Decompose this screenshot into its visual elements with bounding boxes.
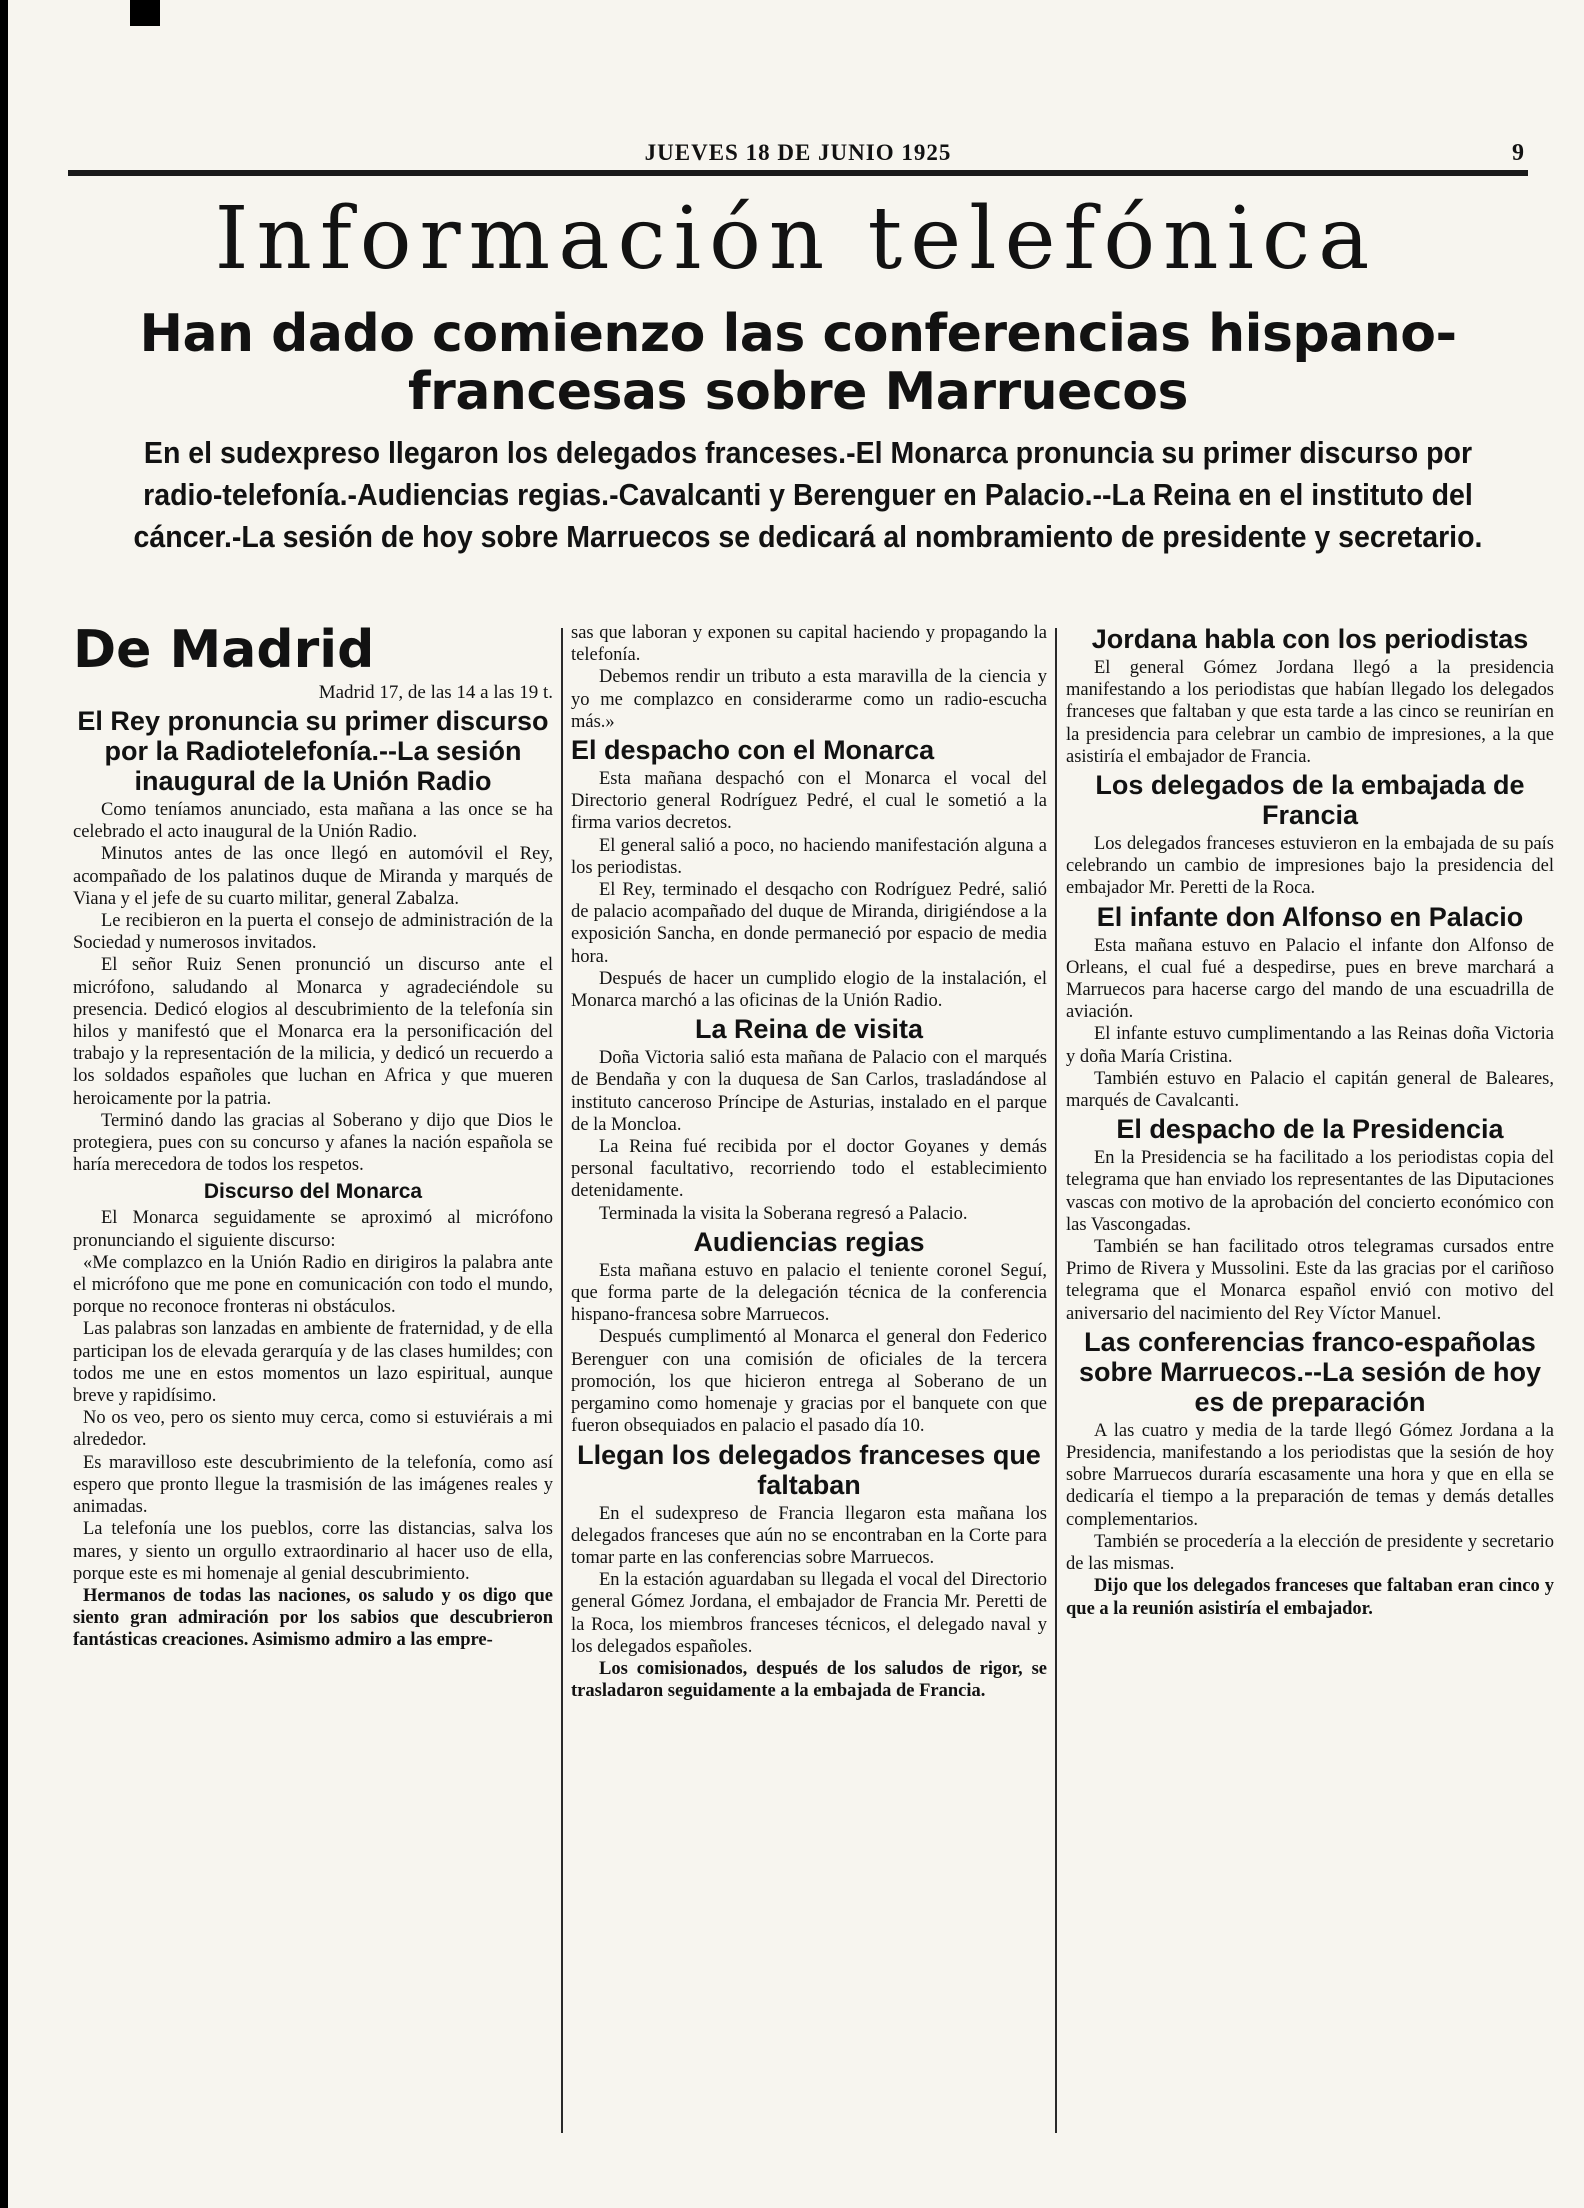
page-number: 9 <box>1512 140 1524 166</box>
article-heading: Las conferencias franco-españolas sobre Marruecos.--La sesión de hoy es de preparación <box>1078 1326 1542 1417</box>
paragraph: También estuvo en Palacio el capitán general de Baleares, marqués de Cavalcanti. <box>1066 1068 1554 1112</box>
article-heading: El despacho de la Presidencia <box>1116 1114 1504 1145</box>
paragraph: Le recibieron en la puerta el consejo de administración de la Sociedad y numerosos invitados. <box>73 911 553 954</box>
section-title: De Madrid <box>73 622 375 680</box>
binding-tab <box>130 0 160 26</box>
paragraph: El general salió a poco, no haciendo manifestación alguna a los periodistas. <box>571 835 1047 878</box>
paragraph: Después de hacer un cumplido elogio de la instalación, el Monarca marchó a las oficinas de la Unión Radio. <box>571 968 1047 1012</box>
section-masthead: Información telefónica <box>214 189 1378 289</box>
paragraph: La telefonía une los pueblos, corre las distancias, salva los mares, y siento un orgullo extraordinario al hacer uso de ella, porque este es mi homenaje al genial descubrimiento. <box>73 1519 553 1584</box>
headline-deck: En el sudexpreso llegaron los delegados franceses.-El Monarca pronuncia su primer discurso por radio-telefonía.-Audiencias regias.-Cavalcanti y Berenguer en Palacio.--La Reina en el instituto del cáncer.-La sesión de hoy sobre Marruecos se dedicará al nombramiento de presidente y secretario. <box>133 435 1483 554</box>
paragraph: El general Gómez Jordana llegó a la presidencia manifestando a los periodistas que habían llegado los delegados franceses que faltaban y que esta tarde a las cinco se reunirían en la presidencia para celebrar un cambio de impresiones, a la que asistiría el embajador de Francia. <box>1066 658 1554 767</box>
paragraph: El Monarca seguidamente se aproximó al micrófono pronunciando el siguiente discurso: <box>73 1208 553 1251</box>
paragraph: A las cuatro y media de la tarde llegó Gómez Jordana a la Presidencia, manifestando a los periodistas que la sesión de hoy sobre Marruecos duraría escasamente una hora y que en ella se dedicaría el tiempo a la preparación de temas y demás detalles complementarios. <box>1066 1420 1554 1530</box>
article-heading: El Rey pronuncia su primer discurso por la Radiotelefonía.--La sesión inaugural de la Unión Radio <box>77 706 549 796</box>
speech-quote <box>73 1252 553 1652</box>
column-2 <box>571 622 1047 2202</box>
paragraph: Esta mañana estuvo en palacio el teniente coronel Seguí, que forma parte de la delegación técnica de la conferencia hispano-francesa sobre Marruecos. <box>571 1260 1047 1326</box>
paragraph: En el sudexpreso de Francia llegaron esta mañana los delegados franceses que aún no se encontraban en la Corte para tomar parte en las conferencias sobre Marruecos. <box>571 1503 1047 1568</box>
paragraph: En la Presidencia se ha facilitado a los periodistas copia del telegrama que han enviado los representantes de las Diputaciones vascas con motivo de la aprobación del concierto económico con las Vascongadas. <box>1066 1148 1554 1235</box>
paragraph: Terminada la visita la Soberana regresó a Palacio. <box>599 1203 968 1224</box>
paragraph: No os veo, pero os siento muy cerca, como si estuviérais a mi alrededor. <box>73 1408 553 1451</box>
column-1 <box>73 622 553 2202</box>
paragraph: El infante estuvo cumplimentando a las Reinas doña Victoria y doña María Cristina. <box>1066 1024 1554 1067</box>
column-rule <box>561 628 563 2133</box>
paragraph: Esta mañana despachó con el Monarca el vocal del Directorio general Rodríguez Pedré, el cual le sometió a la firma varios decretos. <box>571 769 1047 834</box>
article-heading: Llegan los delegados franceses que faltaban <box>577 1439 1041 1500</box>
issue-date: JUEVES 18 DE JUNIO 1925 <box>644 140 952 165</box>
article-heading: El despacho con el Monarca <box>571 735 935 766</box>
paragraph: También se procedería a la elección de presidente y secretario de las mismas. <box>1066 1531 1554 1575</box>
article-heading: El infante don Alfonso en Palacio <box>1096 901 1524 932</box>
paragraph: En la estación aguardaban su llegada el vocal del Directorio general Gómez Jordana, el embajador de Francia Mr. Peretti de la Roca, los miembros franceses técnicos, el delegado naval y los delegados españoles. <box>571 1570 1047 1657</box>
paragraph: «Me complazco en la Unión Radio en dirigiros la palabra ante el micrófono que me pone en comunicación con todo el mundo, porque no reconoce fronteras ni obstáculos. <box>73 1252 553 1318</box>
column-rule <box>1055 628 1057 2133</box>
paragraph: Después cumplimentó al Monarca el general don Federico Berenguer con una comisión de oficiales de la tercera promoción, los que hicieron entrega al Soberano de un pergamino como homenaje y gracias por el banquete con que fueron obsequiados en palacio el pasado día 10. <box>571 1327 1047 1437</box>
article-heading: Los delegados de la embajada de Francia <box>1095 770 1525 831</box>
article-heading: Audiencias regias <box>693 1226 925 1257</box>
paragraph: Los comisionados, después de los saludos de rigor, se trasladaron seguidamente a la embajada de Francia. <box>571 1658 1047 1702</box>
paragraph: Debemos rendir un tributo a esta maravilla de la ciencia y yo me complazco en considerarme como un radio-escucha más.» <box>571 667 1047 732</box>
paragraph: Doña Victoria salió esta mañana de Palacio con el marqués de Bendaña y con la duquesa de San Carlos, trasladándose al instituto canceroso Príncipe de Asturias, instalado en el parque de la Moncloa. <box>571 1048 1047 1135</box>
paragraph: También se han facilitado otros telegramas cursados entre Primo de Rivera y Mussolini. Este da las gracias por el cariñoso telegrama que el Monarca español envió con motivo del aniversario del nacimiento del Rey Víctor Manuel. <box>1066 1237 1554 1324</box>
main-headline: Han dado comienzo las conferencias hispano-francesas sobre Marruecos <box>139 304 1457 422</box>
byline: Madrid 17, de las 14 a las 19 t. <box>318 682 553 703</box>
dateline <box>68 140 1528 176</box>
scan-edge <box>0 0 8 2208</box>
paragraph: Esta mañana estuvo en Palacio el infante don Alfonso de Orleans, el cual fué a despedirse, pues en breve marchará a Marruecos para hacerse cargo del mando de una escuadrilla de aviación. <box>1066 935 1554 1023</box>
newspaper-page <box>8 0 1584 2208</box>
paragraph: Hermanos de todas las naciones, os saludo y os digo que siento gran admiración por los sabios que descubrieron fantásticas creaciones. Asimismo admiro a las empre- <box>73 1585 553 1651</box>
paragraph: El señor Ruiz Senen pronunció un discurso ante el micrófono, saludando al Monarca y agradeciéndole su presencia. Dedicó elogios al descubrimiento de la telefonía sin hilos y manifestó que el Monarca era la personificación del trabajo y la representación de la milicia, y dedicó un recuerdo a los soldados españoles que luchan en Africa y que mueren heroicamente por la patria. <box>73 955 553 1109</box>
article-heading: La Reina de visita <box>694 1014 924 1045</box>
paragraph: Dijo que los delegados franceses que faltaban eran cinco y que a la reunión asistiría el embajador. <box>1066 1576 1554 1619</box>
subheading: Discurso del Monarca <box>203 1180 423 1204</box>
paragraph: Es maravilloso este descubrimiento de la telefonía, como así espero que pronto llegue la trasmisión de las imágenes reales y animadas. <box>73 1452 553 1518</box>
column-3 <box>1066 622 1554 2202</box>
paragraph: La Reina fué recibida por el doctor Goyanes y demás personal facultativo, recorriendo todo el establecimiento detenidamente. <box>571 1137 1047 1202</box>
paragraph: Minutos antes de las once llegó en automóvil el Rey, acompañado de los palatinos duque de Miranda y marqués de Viana y el jefe de su cuarto militar, general Zabalza. <box>73 844 553 909</box>
article-heading: Jordana habla con los periodistas <box>1091 624 1529 654</box>
paragraph: Como teníamos anunciado, esta mañana a las once se ha celebrado el acto inaugural de la Unión Radio. <box>73 800 553 843</box>
paragraph: Las palabras son lanzadas en ambiente de fraternidad, y de ella participan los de elevada gerarquía y de las clases humildes; con todos me une en estos momentos un lazo espiritual, aunque breve y rapidísimo. <box>73 1319 553 1407</box>
paragraph: sas que laboran y exponen su capital haciendo y propagando la telefonía. <box>571 623 1047 666</box>
paragraph: El Rey, terminado el desqacho con Rodríguez Pedré, salió de palacio acompañado del duque de Miranda, dirigiéndose a la exposición Sancha, en donde permaneció por espacio de media hora. <box>571 880 1047 967</box>
paragraph: Los delegados franceses estuvieron en la embajada de su país celebrando un cambio de impresiones bajo la presidencia del embajador Mr. Peretti de la Roca. <box>1066 834 1554 899</box>
paragraph: Terminó dando las gracias al Soberano y dijo que Dios le protegiera, pues con su concurso y afanes la nación española se haría merecedora de todos los respetos. <box>73 1110 553 1176</box>
